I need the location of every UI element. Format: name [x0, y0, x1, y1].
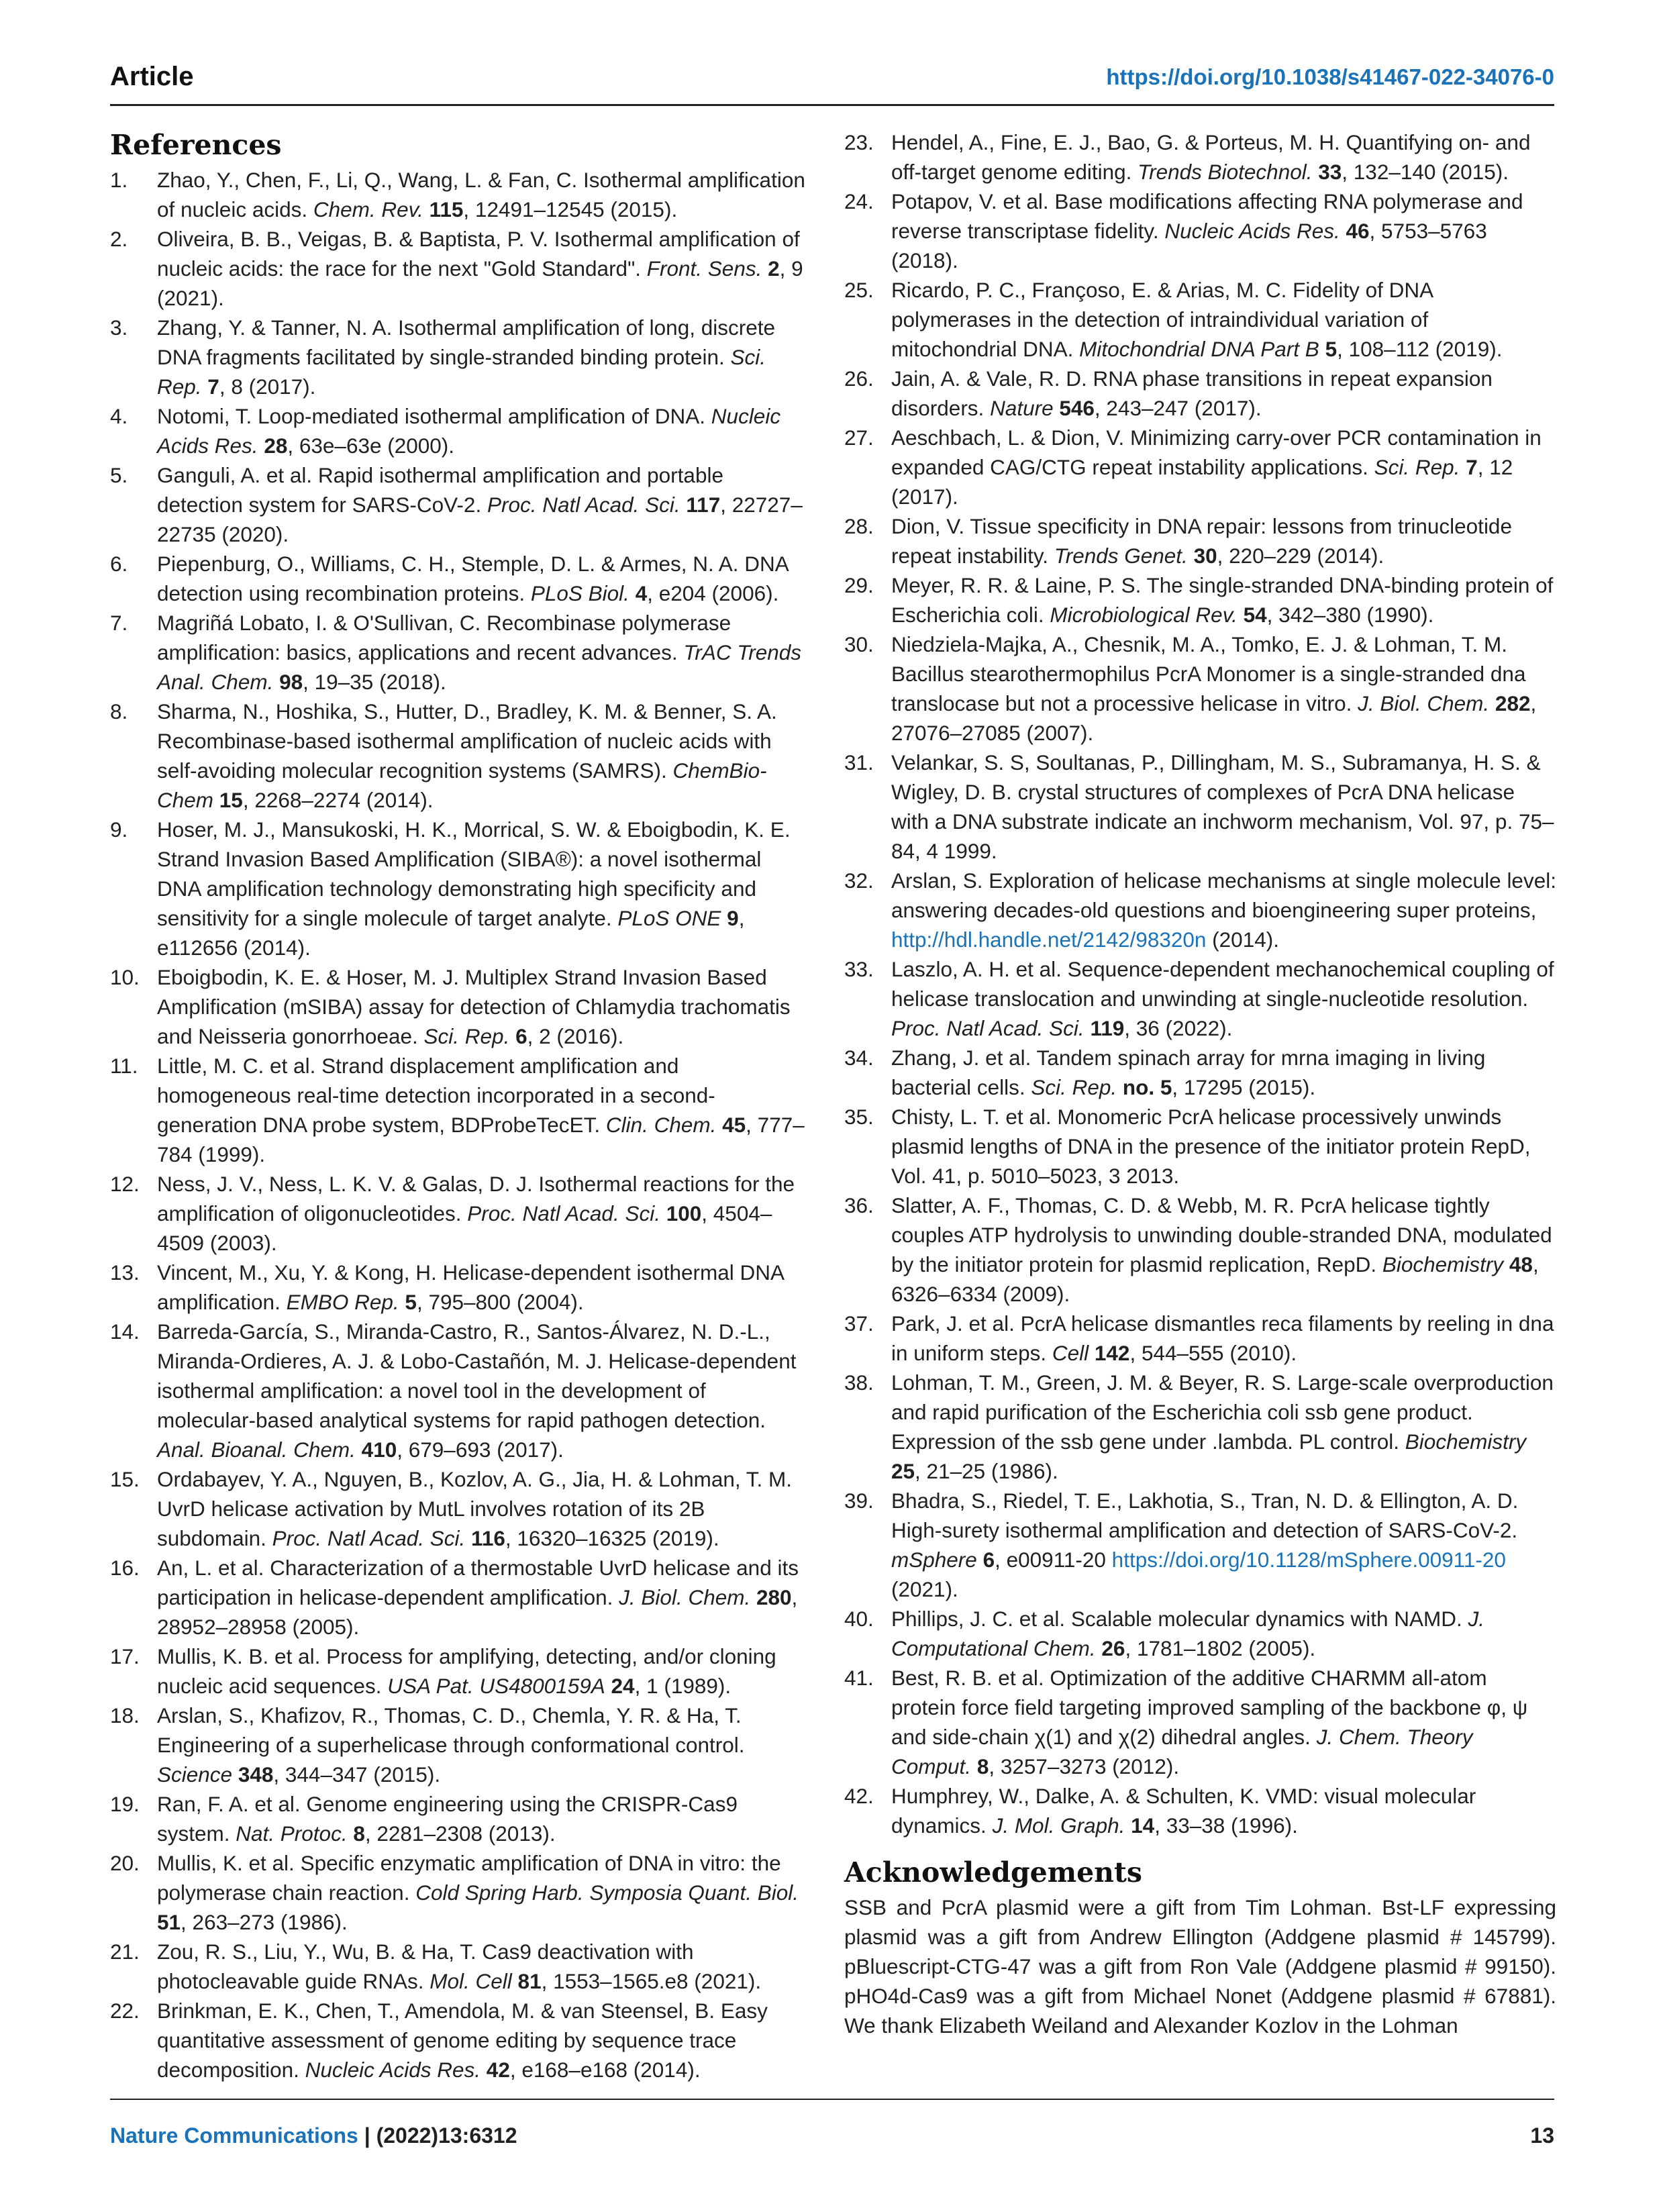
reference-number: 29.	[844, 573, 874, 597]
reference-text: Hendel, A., Fine, E. J., Bao, G. & Porteus, M. H. Quantifying on- and off-target genome editing.	[891, 130, 1531, 184]
reference-volume: 282	[1489, 691, 1531, 715]
footer-citation	[110, 2123, 517, 2148]
reference-volume: 116	[465, 1526, 505, 1550]
header-divider	[110, 104, 1554, 106]
reference-item	[844, 1368, 1556, 1486]
reference-volume: 81	[511, 1969, 542, 1993]
reference-number: 16.	[110, 1556, 140, 1580]
reference-pages: , 679–693 (2017).	[397, 1438, 564, 1462]
reference-pages: (2014).	[1206, 927, 1279, 952]
reference-text: Zhang, J. et al. Tandem spinach array for mrna imaging in living bacterial cells.	[891, 1046, 1486, 1099]
reference-item	[844, 748, 1556, 866]
reference-text: Phillips, J. C. et al. Scalable molecular dynamics with NAMD.	[891, 1607, 1468, 1631]
reference-volume: 8	[971, 1754, 989, 1778]
reference-number: 6.	[110, 552, 128, 576]
reference-item	[844, 128, 1556, 187]
reference-item	[110, 1789, 805, 1848]
reference-volume: 33	[1312, 160, 1342, 184]
reference-journal: Nucleic Acids Res.	[1164, 219, 1340, 243]
reference-text: Ricardo, P. C., Françoso, E. & Arias, M. C. Fidelity of DNA polymerases in the detection of intraindividual variation of mitochondrial DNA.	[891, 278, 1433, 361]
reference-number: 20.	[110, 1851, 140, 1875]
reference-journal: Proc. Natl Acad. Sci.	[487, 493, 680, 517]
reference-journal: Proc. Natl Acad. Sci.	[467, 1201, 660, 1225]
reference-pages: , 36 (2022).	[1124, 1016, 1233, 1040]
reference-journal: Mitochondrial DNA Part B	[1079, 337, 1319, 361]
reference-number: 9.	[110, 817, 128, 842]
reference-link[interactable]: http://hdl.handle.net/2142/98320n	[891, 927, 1207, 952]
reference-text: Magriñá Lobato, I. & O'Sullivan, C. Recombinase polymerase amplification: basics, applications and recent advances.	[157, 611, 731, 664]
reference-text: Ran, F. A. et al. Genome engineering using the CRISPR-Cas9 system.	[157, 1792, 738, 1846]
reference-journal: Anal. Bioanal. Chem.	[157, 1438, 356, 1462]
reference-pages: , 2268–2274 (2014).	[242, 788, 434, 812]
reference-volume: 98	[273, 670, 303, 694]
reference-pages: , 1 (1989).	[634, 1674, 731, 1698]
reference-item	[844, 1781, 1556, 1840]
reference-text: Eboigbodin, K. E. & Hoser, M. J. Multiplex Strand Invasion Based Amplification (mSIBA) assay for detection of Chlamydia trachomatis and Neisseria gonorrhoeae.	[157, 965, 791, 1048]
reference-pages: , 777–784 (1999).	[157, 1113, 805, 1166]
reference-pages: , 33–38 (1996).	[1154, 1813, 1298, 1838]
reference-journal: ChemBio-Chem	[157, 758, 767, 812]
reference-number: 7.	[110, 611, 128, 635]
reference-pages: , 544–555 (2010).	[1129, 1341, 1297, 1365]
footer-divider	[110, 2099, 1554, 2100]
reference-volume: 14	[1125, 1813, 1155, 1838]
reference-text: Park, J. et al. PcrA helicase dismantles reca filaments by reeling in dna in uniform steps.	[891, 1311, 1554, 1365]
reference-number: 19.	[110, 1792, 140, 1816]
reference-journal: Biochemistry	[1405, 1429, 1527, 1454]
reference-pages: , 27076–27085 (2007).	[891, 691, 1537, 745]
reference-journal: Mol. Cell	[430, 1969, 512, 1993]
reference-text: Little, M. C. et al. Strand displacement amplification and homogeneous real-time detection incorporated in a second-generation DNA probe system, BDProbeTecET.	[157, 1054, 715, 1137]
reference-item	[844, 511, 1556, 570]
reference-volume: 25	[891, 1459, 915, 1483]
reference-volume: 51	[157, 1910, 181, 1934]
article-label: Article	[110, 62, 194, 91]
reference-volume: 9	[721, 906, 739, 930]
reference-number: 42.	[844, 1784, 874, 1808]
reference-text: Lohman, T. M., Green, J. M. & Beyer, R. S. Large-scale overproduction and rapid purification of the Escherichia coli ssb gene product. Expression of the ssb gene under .lambda. PL control.	[891, 1370, 1554, 1454]
reference-number: 2.	[110, 227, 128, 251]
reference-journal: Nat. Protoc.	[236, 1821, 348, 1846]
reference-item	[110, 1317, 805, 1464]
reference-pages: , 5753–5763 (2018).	[891, 219, 1487, 272]
reference-text: Ness, J. V., Ness, L. K. V. & Galas, D. J. Isothermal reactions for the amplification of oligonucleotides.	[157, 1172, 795, 1225]
reference-journal: Nucleic Acids Res.	[305, 2058, 481, 2082]
reference-number: 41.	[844, 1666, 874, 1690]
reference-volume: 6	[976, 1548, 995, 1572]
reference-pages: , 344–347 (2015).	[273, 1762, 441, 1787]
reference-item	[844, 1102, 1556, 1191]
reference-journal: Science	[157, 1762, 233, 1787]
reference-text: An, L. et al. Characterization of a thermostable UvrD helicase and its participation in helicase-dependent amplification.	[157, 1556, 799, 1609]
reference-pages: , 22727–22735 (2020).	[157, 493, 803, 546]
reference-item	[844, 1043, 1556, 1102]
reference-number: 35.	[844, 1105, 874, 1129]
reference-item	[844, 187, 1556, 275]
reference-text: Jain, A. & Vale, R. D. RNA phase transitions in repeat expansion disorders.	[891, 366, 1493, 420]
reference-number: 39.	[844, 1489, 874, 1513]
reference-item	[110, 165, 805, 224]
reference-text: Dion, V. Tissue specificity in DNA repair: lessons from trinucleotide repeat instability.	[891, 514, 1512, 568]
reference-pages: , 16320–16325 (2019).	[505, 1526, 719, 1550]
reference-text: Piepenburg, O., Williams, C. H., Stemple, D. L. & Armes, N. A. DNA detection using recombination proteins.	[157, 552, 789, 605]
reference-item	[110, 697, 805, 815]
reference-text: Arslan, S., Khafizov, R., Thomas, C. D., Chemla, Y. R. & Ha, T. Engineering of a superhelicase through conformational control.	[157, 1703, 745, 1757]
reference-item	[844, 1191, 1556, 1309]
reference-text: Chisty, L. T. et al. Monomeric PcrA helicase processively unwinds plasmid lengths of DNA in the presence of the initiator protein RepD, Vol. 41, p. 5010–5023, 3 2013.	[891, 1105, 1531, 1188]
reference-number: 14.	[110, 1319, 140, 1344]
reference-pages: , 263–273 (1986).	[181, 1910, 348, 1934]
reference-pages: , 108–112 (2019).	[1337, 337, 1503, 361]
reference-journal: Proc. Natl Acad. Sci.	[272, 1526, 466, 1550]
reference-journal: Cold Spring Harb. Symposia Quant. Biol.	[415, 1880, 799, 1905]
reference-journal: Sci. Rep.	[1374, 455, 1460, 479]
reference-number: 36.	[844, 1193, 874, 1217]
reference-volume: 117	[680, 493, 721, 517]
reference-item	[110, 1169, 805, 1258]
reference-volume: 280	[750, 1585, 792, 1609]
reference-item	[844, 630, 1556, 748]
reference-pages: , 342–380 (1990).	[1266, 603, 1434, 627]
reference-volume: 46	[1340, 219, 1370, 243]
reference-item	[110, 1464, 805, 1553]
reference-journal: J. Biol. Chem.	[619, 1585, 751, 1609]
reference-pages: , 19–35 (2018).	[303, 670, 446, 694]
reference-list-left	[110, 165, 805, 2084]
reference-number: 23.	[844, 130, 874, 154]
left-column	[110, 128, 805, 2084]
reference-pages: , e112656 (2014).	[157, 906, 745, 960]
reference-number: 34.	[844, 1046, 874, 1070]
reference-volume: 2	[762, 256, 780, 281]
page-number: 13	[1530, 2123, 1554, 2148]
reference-item	[844, 570, 1556, 630]
reference-text: Velankar, S. S, Soultanas, P., Dillingham, M. S., Subramanya, H. S. & Wigley, D. B. crystal structures of complexes of PcrA DNA helicase with a DNA substrate indicate an inchworm mechanism, Vol. 97, p. 75–84, 4 1999.	[891, 750, 1554, 863]
reference-pages: , 63e–63e (2000).	[287, 434, 455, 458]
reference-pages: , 2 (2016).	[527, 1024, 624, 1048]
reference-volume: 15	[213, 788, 243, 812]
reference-item	[110, 401, 805, 460]
reference-journal: PLoS Biol.	[530, 581, 629, 605]
reference-journal: EMBO Rep.	[286, 1290, 399, 1314]
reference-journal: Chem. Rev.	[313, 197, 423, 221]
reference-item	[110, 224, 805, 313]
reference-volume: 5	[399, 1290, 417, 1314]
reference-journal: Front. Sens.	[646, 256, 762, 281]
reference-volume: 119	[1084, 1016, 1125, 1040]
reference-journal: Biochemistry	[1382, 1252, 1504, 1276]
reference-volume: 54	[1237, 603, 1267, 627]
reference-item	[110, 460, 805, 549]
reference-year: (2021).	[891, 1577, 958, 1601]
reference-journal: J. Computational Chem.	[891, 1607, 1485, 1660]
reference-pages: , 3257–3273 (2012).	[989, 1754, 1180, 1778]
reference-number: 3.	[110, 315, 128, 340]
reference-volume: 6	[509, 1024, 527, 1048]
reference-text: Zou, R. S., Liu, Y., Wu, B. & Ha, T. Cas9 deactivation with photocleavable guide RNAs.	[157, 1940, 694, 1993]
reference-text: Potapov, V. et al. Base modifications affecting RNA polymerase and reverse transcriptase fidelity.	[891, 189, 1523, 243]
reference-journal: Trends Genet.	[1054, 544, 1188, 568]
reference-text: Humphrey, W., Dalke, A. & Schulten, K. VMD: visual molecular dynamics.	[891, 1784, 1476, 1838]
reference-journal: Nature	[990, 396, 1054, 420]
reference-number: 37.	[844, 1311, 874, 1336]
reference-pages: , 9 (2021).	[157, 256, 803, 310]
reference-number: 12.	[110, 1172, 140, 1196]
reference-journal: Cell	[1052, 1341, 1089, 1365]
reference-volume: 42	[481, 2058, 510, 2082]
reference-pages: , 4504–4509 (2003).	[157, 1201, 772, 1255]
reference-journal: PLoS ONE	[617, 906, 721, 930]
reference-item	[110, 1642, 805, 1701]
reference-item	[844, 1486, 1556, 1604]
reference-volume: 5	[1319, 337, 1338, 361]
reference-number: 22.	[110, 1999, 140, 2023]
reference-journal: J. Chem. Theory Comput.	[891, 1725, 1473, 1778]
journal-name[interactable]: Nature Communications	[110, 2123, 358, 2148]
reference-journal: Microbiological Rev.	[1050, 603, 1238, 627]
reference-number: 5.	[110, 463, 128, 487]
reference-item	[110, 313, 805, 401]
reference-text: Brinkman, E. K., Chen, T., Amendola, M. & van Steensel, B. Easy quantitative assessment of genome editing by sequence trace decomposition.	[157, 1999, 768, 2082]
reference-pages: , 220–229 (2014).	[1217, 544, 1384, 568]
reference-number: 13.	[110, 1260, 140, 1285]
reference-number: 26.	[844, 366, 874, 391]
reference-item	[844, 423, 1556, 511]
reference-volume: 100	[660, 1201, 702, 1225]
reference-pages: , 28952–28958 (2005).	[157, 1585, 798, 1639]
reference-volume: 24	[605, 1674, 635, 1698]
reference-journal: USA Pat. US4800159A	[387, 1674, 605, 1698]
reference-text: Meyer, R. R. & Laine, P. S. The single-stranded DNA-binding protein of Escherichia coli.	[891, 573, 1554, 627]
references-heading: References	[110, 129, 282, 161]
reference-text: Notomi, T. Loop-mediated isothermal amplification of DNA.	[157, 404, 711, 428]
reference-pages: , 132–140 (2015).	[1342, 160, 1509, 184]
reference-volume: 48	[1503, 1252, 1533, 1276]
reference-item	[110, 1553, 805, 1642]
acknowledgements-heading: Acknowledgements	[844, 1856, 1143, 1889]
reference-list-right	[844, 128, 1556, 1840]
reference-volume: 142	[1089, 1341, 1130, 1365]
reference-text: Barreda-García, S., Miranda-Castro, R., Santos-Álvarez, N. D.-L., Miranda-Ordieres, A. J. & Lobo-Castañón, M. J. Helicase-dependent isothermal amplification: a novel tool in the development of molecular-based analytical systems for rapid pathogen detection.	[157, 1319, 797, 1432]
reference-journal: Nucleic Acids Res.	[157, 404, 781, 458]
reference-item	[844, 954, 1556, 1043]
reference-volume: 7	[1460, 455, 1478, 479]
reference-journal: TrAC Trends Anal. Chem.	[157, 640, 802, 694]
reference-item	[110, 1701, 805, 1789]
reference-number: 4.	[110, 404, 128, 428]
reference-pages: , e204 (2006).	[647, 581, 779, 605]
reference-item	[844, 866, 1556, 954]
reference-pages: , 17295 (2015).	[1172, 1075, 1316, 1099]
reference-volume: 28	[258, 434, 288, 458]
reference-volume: 30	[1187, 544, 1217, 568]
reference-text: Bhadra, S., Riedel, T. E., Lakhotia, S., Tran, N. D. & Ellington, A. D. High-surety isothermal amplification and detection of SARS-CoV-2.	[891, 1489, 1519, 1542]
reference-item	[110, 1051, 805, 1169]
reference-item	[110, 962, 805, 1051]
reference-number: 25.	[844, 278, 874, 302]
reference-journal: Clin. Chem.	[605, 1113, 717, 1137]
reference-pages: , 6326–6334 (2009).	[891, 1252, 1539, 1306]
reference-volume: 8	[347, 1821, 365, 1846]
reference-volume: 546	[1053, 396, 1095, 420]
acknowledgements-body: SSB and PcrA plasmid were a gift from Tim Lohman. Bst-LF expressing plasmid was a gift from Andrew Ellington (Addgene plasmid # 145799). pBluescript-CTG-47 was a gift from Ron Vale (Addgene plasmid # 99150). pHO4d-Cas9 was a gift from Michael Nonet (Addgene plasmid # 67881). We thank Elizabeth Weiland and Alexander Kozlov in the Lohman	[844, 1895, 1556, 2038]
reference-item	[844, 364, 1556, 423]
reference-pages: , 243–247 (2017).	[1094, 396, 1262, 420]
reference-pages: , 795–800 (2004).	[416, 1290, 584, 1314]
reference-volume: 348	[232, 1762, 274, 1787]
reference-journal: Sci. Rep.	[423, 1024, 510, 1048]
reference-number: 28.	[844, 514, 874, 538]
reference-number: 21.	[110, 1940, 140, 1964]
reference-text: Mullis, K. et al. Specific enzymatic amplification of DNA in vitro: the polymerase chain reaction.	[157, 1851, 781, 1905]
reference-journal: Proc. Natl Acad. Sci.	[891, 1016, 1084, 1040]
right-column	[844, 128, 1556, 2040]
reference-volume: 410	[355, 1438, 397, 1462]
reference-pages: , 2281–2308 (2013).	[364, 1821, 556, 1846]
reference-text: Vincent, M., Xu, Y. & Kong, H. Helicase-dependent isothermal DNA amplification.	[157, 1260, 784, 1314]
reference-pages: , 12491–12545 (2015).	[463, 197, 678, 221]
reference-text: Slatter, A. F., Thomas, C. D. & Webb, M. R. PcrA helicase tightly couples ATP hydrolysis to unwinding double-stranded DNA, modulated by the initiator protein for plasmid replication, RepD.	[891, 1193, 1552, 1276]
reference-number: 33.	[844, 957, 874, 981]
reference-link[interactable]: https://doi.org/10.1128/mSphere.00911-20	[1111, 1548, 1506, 1572]
reference-item	[110, 1848, 805, 1937]
reference-item	[844, 275, 1556, 364]
reference-item	[844, 1604, 1556, 1663]
reference-text: Best, R. B. et al. Optimization of the additive CHARMM all-atom protein force field targeting improved sampling of the backbone φ, ψ and side-chain χ(1) and χ(2) dihedral angles.	[891, 1666, 1528, 1749]
reference-number: 30.	[844, 632, 874, 656]
reference-volume: 7	[201, 374, 219, 399]
reference-number: 11.	[110, 1054, 138, 1078]
reference-item	[110, 1258, 805, 1317]
reference-journal: J. Mol. Graph.	[992, 1813, 1125, 1838]
reference-volume: 4	[629, 581, 648, 605]
reference-number: 1.	[110, 168, 128, 192]
reference-number: 10.	[110, 965, 140, 989]
reference-journal: Sci. Rep.	[1031, 1075, 1117, 1099]
reference-text: Zhao, Y., Chen, F., Li, Q., Wang, L. & Fan, C. Isothermal amplification of nucleic acids.	[157, 168, 805, 221]
doi-link[interactable]: https://doi.org/10.1038/s41467-022-34076-0	[1106, 64, 1554, 89]
reference-number: 8.	[110, 699, 128, 723]
reference-number: 15.	[110, 1467, 140, 1491]
reference-item	[110, 1937, 805, 1996]
reference-item	[844, 1663, 1556, 1781]
reference-item	[110, 608, 805, 697]
journal-volume: | (2022)13:6312	[358, 2123, 517, 2148]
reference-volume: 26	[1095, 1636, 1125, 1660]
reference-text: Arslan, S. Exploration of helicase mechanisms at single molecule level: answering decades-old questions and bioengineering super proteins,	[891, 868, 1556, 922]
reference-pages: , 1781–1802 (2005).	[1125, 1636, 1316, 1660]
reference-pages: , 8 (2017).	[219, 374, 316, 399]
reference-text: Laszlo, A. H. et al. Sequence-dependent mechanochemical coupling of helicase translocation and unwinding at single-nucleotide resolution.	[891, 957, 1554, 1011]
reference-item	[110, 815, 805, 962]
reference-number: 32.	[844, 868, 874, 893]
reference-number: 31.	[844, 750, 874, 774]
reference-volume: 115	[423, 197, 464, 221]
reference-pages: , e168–e168 (2014).	[509, 2058, 701, 2082]
reference-volume: 45	[716, 1113, 746, 1137]
reference-text: Ganguli, A. et al. Rapid isothermal amplification and portable detection system for SARS-CoV-2.	[157, 463, 723, 517]
reference-pages: , 12 (2017).	[891, 455, 1513, 509]
reference-item	[844, 1309, 1556, 1368]
reference-pages: , e00911-20	[995, 1548, 1112, 1572]
reference-number: 17.	[110, 1644, 140, 1668]
reference-item	[110, 549, 805, 608]
reference-text: Zhang, Y. & Tanner, N. A. Isothermal amplification of long, discrete DNA fragments facilitated by single-stranded binding protein.	[157, 315, 776, 369]
reference-journal: Trends Biotechnol.	[1138, 160, 1313, 184]
reference-journal: mSphere	[891, 1548, 977, 1572]
reference-item	[110, 1996, 805, 2084]
reference-number: 27.	[844, 425, 874, 450]
reference-number: 24.	[844, 189, 874, 213]
reference-pages: , 1553–1565.e8 (2021).	[541, 1969, 762, 1993]
reference-text: Sharma, N., Hoshika, S., Hutter, D., Bradley, K. M. & Benner, S. A. Recombinase-based isothermal amplification of nucleic acids with self-avoiding molecular recognition systems (SAMRS).	[157, 699, 777, 783]
reference-text: Ordabayev, Y. A., Nguyen, B., Kozlov, A. G., Jia, H. & Lohman, T. M. UvrD helicase activation by MutL involves rotation of its 2B subdomain.	[157, 1467, 793, 1550]
reference-number: 38.	[844, 1370, 874, 1395]
reference-text: Hoser, M. J., Mansukoski, H. K., Morrical, S. W. & Eboigbodin, K. E. Strand Invasion Based Amplification (SIBA®): a novel isothermal DNA amplification technology demonstrating high specificity and sensitivity for a single molecule of target analyte.	[157, 817, 791, 930]
reference-text: Oliveira, B. B., Veigas, B. & Baptista, P. V. Isothermal amplification of nucleic acids: the race for the next "Gold Standard".	[157, 227, 800, 281]
reference-number: 40.	[844, 1607, 874, 1631]
reference-number: 18.	[110, 1703, 140, 1727]
reference-pages: , 21–25 (1986).	[915, 1459, 1058, 1483]
reference-text: Aeschbach, L. & Dion, V. Minimizing carry-over PCR contamination in expanded CAG/CTG repeat instability applications.	[891, 425, 1542, 479]
reference-text: Niedziela-Majka, A., Chesnik, M. A., Tomko, E. J. & Lohman, T. M. Bacillus stearothermophilus PcrA Monomer is a single-stranded dna translocase but not a processive helicase in vitro.	[891, 632, 1526, 715]
reference-journal: J. Biol. Chem.	[1358, 691, 1490, 715]
reference-text: Mullis, K. B. et al. Process for amplifying, detecting, and/or cloning nucleic acid sequences.	[157, 1644, 776, 1698]
reference-journal: Sci. Rep.	[157, 345, 766, 399]
reference-volume: no. 5	[1117, 1075, 1172, 1099]
